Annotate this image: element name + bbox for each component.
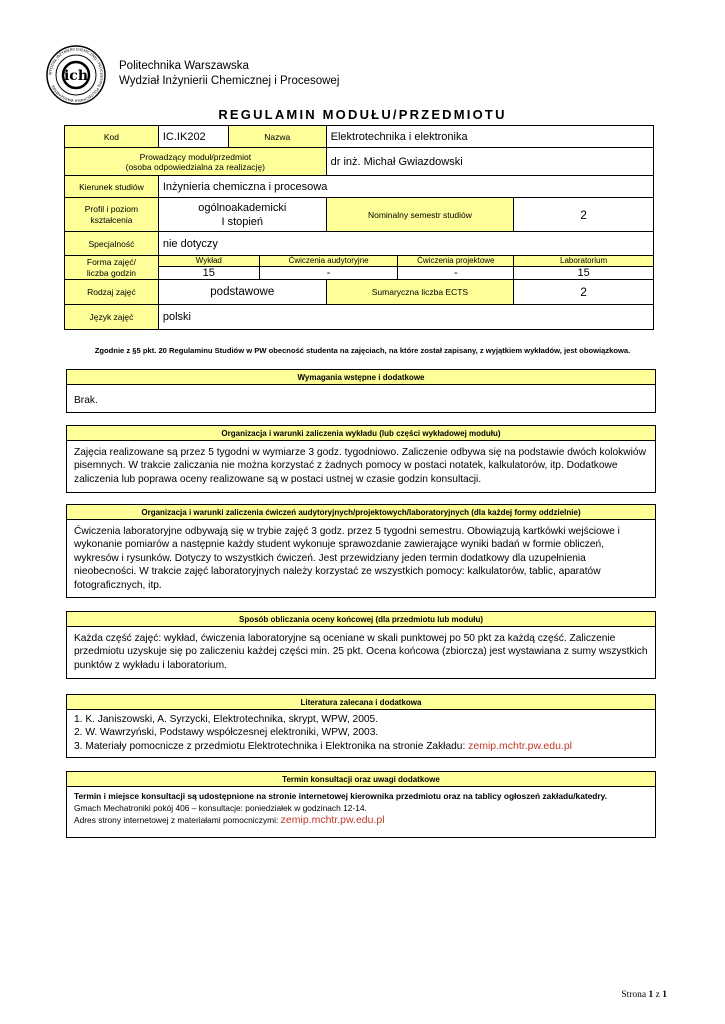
forma-value-wyklad: 15	[158, 267, 259, 280]
prowadzacy-label-line2: (osoba odpowiedzialna za realizację)	[125, 161, 265, 172]
forma-value-audytoryjne: -	[259, 267, 398, 280]
nazwa-value: Elektrotechnika i elektronika	[326, 126, 653, 148]
literatura-item-text: 3. Materiały pomocnicze z przedmiotu Elektrotechnika i Elektronika na stronie Zakładu:	[74, 740, 466, 752]
section-wyklad-body: Zajęcia realizowane są przez 5 tygodni w wymiarze 3 godz. tygodniowo. Zaliczenie odbywa się na podstawie dwóch kolokwiów pisemnych. W trakcie zaliczania nie można korzystać z żadnych pomocy w postaci notatek, kalkulatorów, itp. Dodatkowe zaliczenia lub poprawa oceny realizowane są w postaci ustnej w czasie godzin konsultacji.	[74, 447, 646, 485]
page-total: 1	[662, 990, 667, 1000]
attendance-note: Zgodnie z §5 pkt. 20 Regulaminu Studiów w PW obecność studenta na zajęciach, na które został zapisany, z wyjątkiem wykładów, jest obowiązkowa.	[94, 346, 631, 355]
section-wymagania-title: Wymagania wstępne i dodatkowe	[67, 370, 655, 385]
kod-value: IC.IK202	[158, 126, 228, 148]
section-literatura	[66, 694, 656, 758]
literatura-item: 1. K. Janiszowski, A. Syrzycki, Elektrotechnika, skrypt, WPW, 2005.	[74, 714, 379, 725]
logo-ring-text: WYDZIAŁ INŻYNIERII CHEMICZNEJ I PROCESOWEJ POLITECHNIKA WARSZAWSKA	[48, 47, 104, 103]
konsultacje-line2: Gmach Mechatroniki pokój 406 – konsultacje: poniedziałek w godzinach 12-14.	[74, 803, 367, 813]
semestr-value: 2	[514, 198, 654, 232]
kierunek-value: Inżynieria chemiczna i procesowa	[158, 176, 653, 198]
semestr-label: Nominalny semestr studiów	[326, 198, 514, 232]
forma-label-line1: Forma zajęć/	[86, 256, 136, 267]
university-name: Politechnika Warszawska	[119, 60, 249, 72]
kod-label: Kod	[65, 126, 159, 148]
prowadzacy-value: dr inż. Michał Gwiazdowski	[326, 148, 653, 176]
section-ocena-title: Sposób obliczania oceny końcowej (dla przedmiotu lub modułu)	[67, 612, 655, 627]
page-prefix: Strona	[621, 990, 647, 1000]
konsultacje-link[interactable]: zemip.mchtr.pw.edu.pl	[280, 814, 385, 826]
literatura-item: 2. W. Wawrzyński, Podstawy współczesnej elektroniki, WPW, 2003.	[74, 727, 379, 739]
forma-label	[65, 256, 159, 280]
nazwa-label: Nazwa	[228, 126, 326, 148]
profil-label-line1: Profil i poziom	[84, 203, 139, 214]
page-current: 1	[648, 990, 654, 1000]
rodzaj-label: Rodzaj zajęć	[65, 280, 159, 305]
page-title: REGULAMIN MODUŁU/PRZEDMIOTU	[218, 107, 507, 122]
section-cwiczenia-title: Organizacja i warunki zaliczenia ćwiczeń audytoryjnych/projektowych/laboratoryjnych (dla każdej formy oddzielnie)	[67, 505, 655, 520]
section-literatura-body	[67, 710, 655, 756]
faculty-name: Wydział Inżynierii Chemicznej i Procesowej	[119, 75, 340, 87]
forma-header-projektowe: Ćwiczenia projektowe	[398, 256, 514, 267]
profil-label-line2: kształcenia	[90, 214, 133, 225]
section-ocena	[66, 611, 656, 679]
literatura-link[interactable]: zemip.mchtr.pw.edu.pl	[468, 739, 573, 752]
prowadzacy-label-line1: Prowadzący moduł/przedmiot	[139, 151, 252, 162]
ects-label: Sumaryczna liczba ECTS	[326, 280, 514, 305]
specjalnosc-value: nie dotyczy	[158, 232, 653, 256]
institution-header	[119, 59, 339, 89]
rodzaj-value: podstawowe	[158, 280, 326, 305]
forma-value-projektowe: -	[398, 267, 514, 280]
section-wymagania-body: Brak.	[74, 395, 98, 406]
section-ocena-body: Każda część zajęć: wykład, ćwiczenia laboratoryjne są oceniane w skali punktowej po 50 pkt za każdą część. Zaliczenie przedmiotu uzyskuje się po zaliczeniu każdej części min. 25 pkt. Ocena końcowa (zbiorcza) jest wystawiana z sumy wszystkich punktów z wykładu i laboratorium.	[74, 633, 648, 671]
page-number	[621, 990, 667, 1000]
specjalnosc-label: Specjalność	[65, 232, 159, 256]
section-wyklad-title: Organizacja i warunki zaliczenia wykładu (lub części wykładowej modułu)	[67, 426, 655, 441]
section-cwiczenia	[66, 504, 656, 598]
literatura-item	[74, 740, 649, 753]
university-logo	[46, 45, 106, 105]
forma-header-wyklad: Wykład	[158, 256, 259, 267]
prowadzacy-label	[65, 148, 327, 176]
section-konsultacje-body	[67, 787, 655, 829]
section-konsultacje-title: Termin konsultacji oraz uwagi dodatkowe	[67, 772, 655, 787]
konsultacje-line3-text: Adres strony internetowej z materiałami pomocniczymi:	[74, 815, 279, 825]
section-wyklad	[66, 425, 656, 493]
forma-header-laboratorium: Laboratorium	[514, 256, 654, 267]
konsultacje-line3	[74, 814, 649, 826]
kierunek-label: Kierunek studiów	[65, 176, 159, 198]
logo-text: ich	[63, 68, 89, 84]
profil-value-line1: ogólnoakademicki	[198, 201, 287, 214]
page-of: z	[655, 990, 660, 1000]
course-info-table	[64, 125, 654, 330]
forma-label-line2: liczba godzin	[86, 267, 136, 278]
konsultacje-line1: Termin i miejsce konsultacji są udostępnione na stronie internetowej kierownika przedmiotu oraz na tablicy ogłoszeń zakładu/katedry.	[74, 791, 608, 801]
forma-value-laboratorium: 15	[514, 267, 654, 280]
profil-value	[158, 198, 326, 232]
section-konsultacje	[66, 771, 656, 838]
forma-header-audytoryjne: Ćwiczenia audytoryjne	[259, 256, 398, 267]
section-literatura-title: Literatura zalecana i dodatkowa	[67, 695, 655, 710]
profil-label	[65, 198, 159, 232]
profil-value-line2: I stopień	[221, 215, 264, 228]
section-wymagania	[66, 369, 656, 413]
ects-value: 2	[514, 280, 654, 305]
section-cwiczenia-body: Ćwiczenia laboratoryjne odbywają się w trybie zajęć 3 godz. przez 5 tygodni semestru. Obowiązują kartkówki wejściowe i wykonanie pomiarów a następnie każdy student wykonuje sprawozdanie zawierające wyniki badań w formie obliczeń, wykresów i rysunków. Dotyczy to wszystkich ćwiczeń. Jest przewidziany jeden termin dodatkowy dla uzupełnienia nieobecności. W trakcie zajęć laboratoryjnych należy korzystać ze wszystkich pomocy: kalkulatorów, tablic, aparatów fotograficznych, itp.	[74, 526, 620, 591]
jezyk-value: polski	[158, 305, 653, 330]
jezyk-label: Język zajęć	[65, 305, 159, 330]
